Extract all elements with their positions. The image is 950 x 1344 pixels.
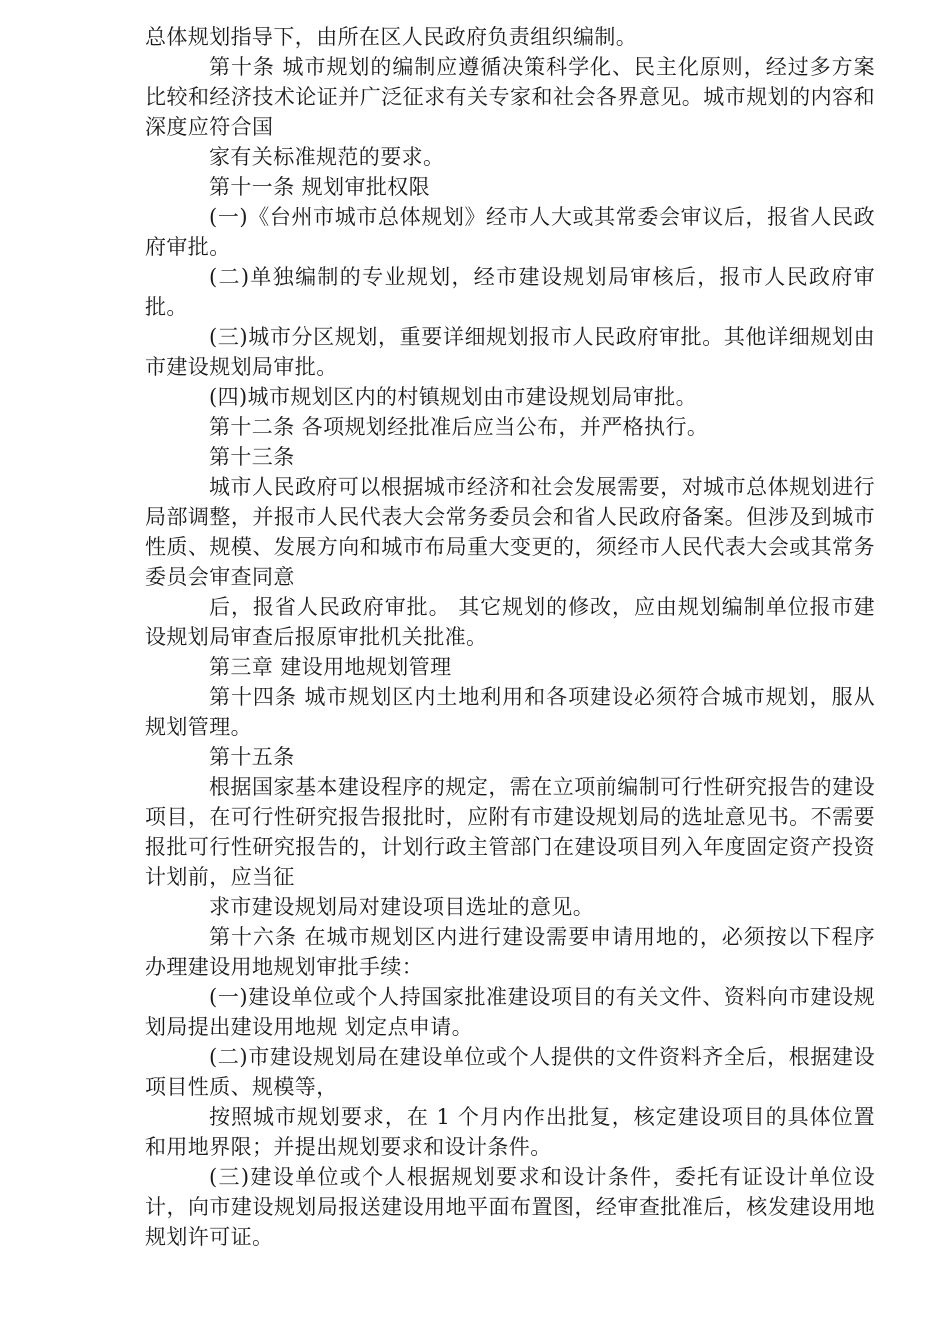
chapter-heading: 第三章 建设用地规划管理 (209, 655, 452, 679)
section-heading: 第十一条 规划审批权限 (209, 175, 431, 199)
paragraph: 城市人民政府可以根据城市经济和社会发展需要，对城市总体规划进行局部调整，并报市人民代表大会常务委员会和省人民政府备案。但涉及到城市性质、规模、发展方向和城市布局重大变更的，须经市人民代表大会或其常务委员会审查同意 (145, 475, 875, 589)
list-item: (一)建设单位或个人持国家批准建设项目的有关文件、资料向市建设规划局提出建设用地规 划定点申请。 (145, 985, 875, 1039)
section-heading: 第十三条 (209, 445, 295, 469)
document-body (145, 22, 875, 1252)
paragraph: 总体规划指导下，由所在区人民政府负责组织编制。 (145, 25, 638, 49)
paragraph: 家有关标准规范的要求。 (209, 145, 445, 169)
paragraph: 第十条 城市规划的编制应遵循决策科学化、民主化原则，经过多方案比较和经济技术论证并广泛征求有关专家和社会各界意见。城市规划的内容和深度应符合国 (145, 55, 875, 139)
paragraph: 根据国家基本建设程序的规定，需在立项前编制可行性研究报告的建设项目，在可行性研究报告报批时，应附有市建设规划局的选址意见书。不需要报批可行性研究报告的，计划行政主管部门在建设项目列入年度固定资产投资计划前，应当征 (145, 775, 875, 889)
list-item: (二)单独编制的专业规划，经市建设规划局审核后，报市人民政府审批。 (145, 265, 875, 319)
list-item: (一)《台州市城市总体规划》经市人大或其常委会审议后，报省人民政府审批。 (145, 205, 875, 259)
list-item: (三)城市分区规划，重要详细规划报市人民政府审批。其他详细规划由市建设规划局审批。 (145, 325, 875, 379)
paragraph: 第十六条 在城市规划区内进行建设需要申请用地的，必须按以下程序办理建设用地规划审批手续： (145, 925, 875, 979)
paragraph: 求市建设规划局对建设项目选址的意见。 (209, 895, 595, 919)
list-item: (四)城市规划区内的村镇规划由市建设规划局审批。 (209, 385, 697, 409)
list-item: (三)建设单位或个人根据规划要求和设计条件，委托有证设计单位设计，向市建设规划局报送建设用地平面布置图，经审查批准后，核发建设用地规划许可证。 (145, 1165, 875, 1249)
paragraph: 第十二条 各项规划经批准后应当公布，并严格执行。 (209, 415, 709, 439)
section-heading: 第十五条 (209, 745, 295, 769)
paragraph: 按照城市规划要求，在 1 个月内作出批复，核定建设项目的具体位置和用地界限；并提出规划要求和设计条件。 (145, 1105, 875, 1159)
paragraph: 第十四条 城市规划区内土地利用和各项建设必须符合城市规划，服从规划管理。 (145, 685, 875, 739)
list-item: (二)市建设规划局在建设单位或个人提供的文件资料齐全后，根据建设项目性质、规模等， (145, 1045, 875, 1099)
paragraph: 后，报省人民政府审批。 其它规划的修改，应由规划编制单位报市建设规划局审查后报原审批机关批准。 (145, 595, 875, 649)
